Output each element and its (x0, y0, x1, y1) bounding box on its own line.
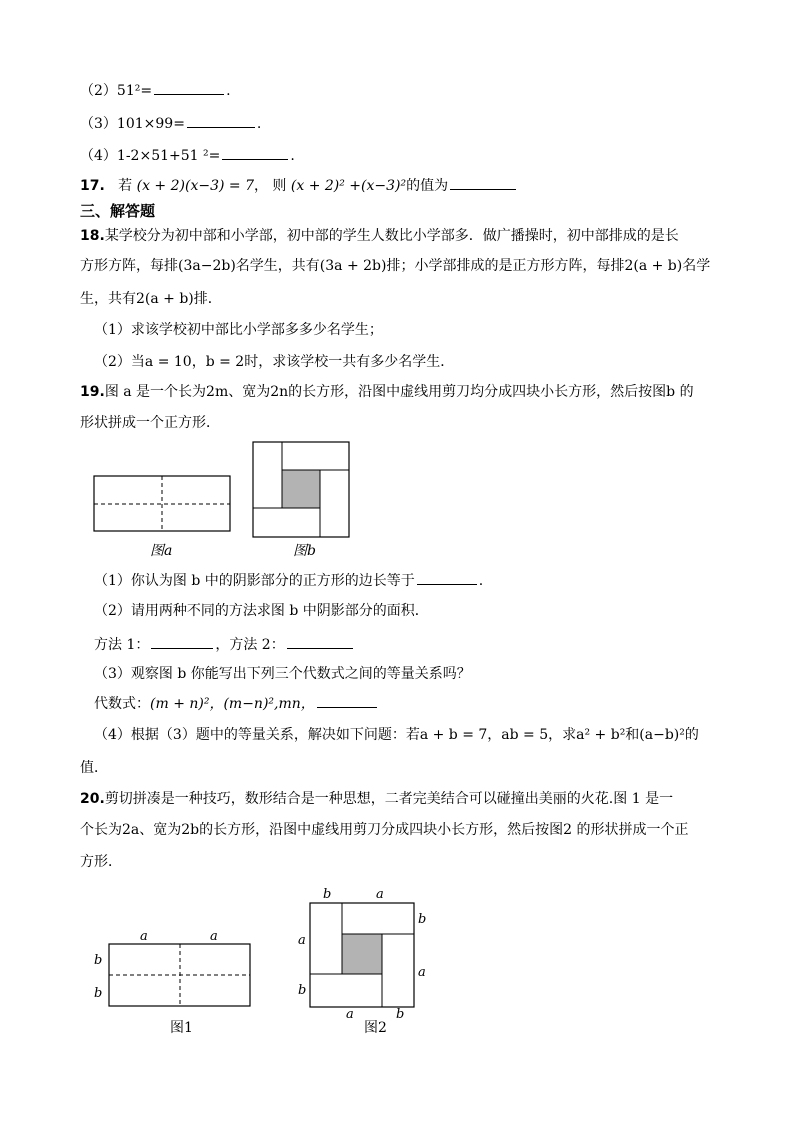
fig2-label: b (323, 887, 332, 902)
q19-sub4-line1: （4）根据（3）题中的等量关系，解决如下问题：若a + b = 7，ab = 5，求a² + b²和(a−b)²的 (94, 727, 699, 743)
q19-sub1: （1）你认为图 b 中的阴影部分的正方形的边长等于 . (94, 570, 483, 591)
q16-sub3: （3）101×99= . (80, 113, 261, 134)
q19-exprs: 代数式：(m + n)²，(m−n)²,mn， (94, 693, 379, 714)
q18-line3: 生，共有2(a + b)排． (80, 291, 222, 307)
q19-sub4-line2: 值． (80, 760, 108, 776)
q16-sub2: （2）51²= . (80, 80, 231, 101)
q18-line2: 方形方阵，每排(3a−2b)名学生，共有(3a + 2b)排；小学部排成的是正方形方阵，每排2(a + b)名学 (80, 258, 711, 274)
fig-b-shaded-square (282, 470, 320, 508)
q18-line1: 18.某学校分为初中部和小学部，初中部的学生人数比小学部多．做广播操时，初中部排成的是长 (80, 228, 679, 244)
fig2-label: a (298, 933, 306, 948)
q19-sub2: （2）请用两种不同的方法求图 b 中阴影部分的面积． (94, 603, 429, 619)
fig2-label: a (346, 1007, 354, 1022)
fig2-label: a (418, 965, 426, 980)
section-title: 三、解答题 (80, 202, 156, 220)
figure-b (251, 440, 353, 540)
q19-methods: 方法 1： ，方法 2： (94, 634, 355, 655)
figure-a (92, 474, 234, 534)
fig-b-caption: 图b (293, 543, 316, 559)
fig2-shaded-square (342, 934, 382, 974)
q20-line1: 20.剪切拼凑是一种技巧，数形结合是一种思想，二者完美结合可以碰撞出美丽的火花.图 1 是一 (80, 791, 674, 807)
q18-sub1: （1）求该学校初中部比小学部多多少名学生； (94, 322, 383, 338)
figure-1 (88, 925, 258, 1013)
q20-line2: 个长为2a、宽为2b的长方形，沿图中虚线用剪刀分成四块小长方形，然后按图2 的形状拼成一个正 (80, 822, 689, 838)
answer-blank[interactable] (154, 80, 224, 95)
answer-blank[interactable] (417, 570, 477, 585)
q20-line3: 方形． (80, 854, 122, 870)
fig1-label: a (140, 929, 148, 944)
q16-sub4: （4）1-2×51+51 ²= . (80, 145, 295, 166)
fig1-label: a (210, 929, 218, 944)
fig2-label: b (298, 983, 307, 998)
fig2-label: b (396, 1007, 405, 1022)
q19-sub3: （3）观察图 b 你能写出下列三个代数式之间的等量关系吗？ (94, 666, 471, 682)
fig1-caption: 图1 (170, 1020, 193, 1036)
fig1-label: b (94, 986, 103, 1001)
q17: 17. 若 (x + 2)(x−3) = 7， 则 (x + 2)² +(x−3)²的值为 (80, 175, 518, 196)
fig2-label: a (376, 887, 384, 902)
method2-blank[interactable] (287, 634, 353, 649)
fig2-label: b (418, 912, 427, 927)
answer-blank[interactable] (450, 175, 516, 190)
fig2-caption: 图2 (364, 1020, 387, 1036)
fig1-label: b (94, 953, 103, 968)
answer-blank[interactable] (187, 113, 255, 128)
figure-2 (294, 884, 434, 1024)
q19-line2: 形状拼成一个正方形． (80, 415, 220, 431)
q19-line1: 19.图 a 是一个长为2m、宽为2n的长方形，沿图中虚线用剪刀均分成四块小长方形，然后按图b 的 (80, 384, 694, 400)
method1-blank[interactable] (151, 634, 213, 649)
answer-blank[interactable] (222, 145, 288, 160)
answer-blank[interactable] (317, 693, 377, 708)
fig-a-caption: 图a (150, 543, 173, 559)
q18-sub2: （2）当a = 10，b = 2时，求该学校一共有多少名学生． (94, 354, 455, 370)
